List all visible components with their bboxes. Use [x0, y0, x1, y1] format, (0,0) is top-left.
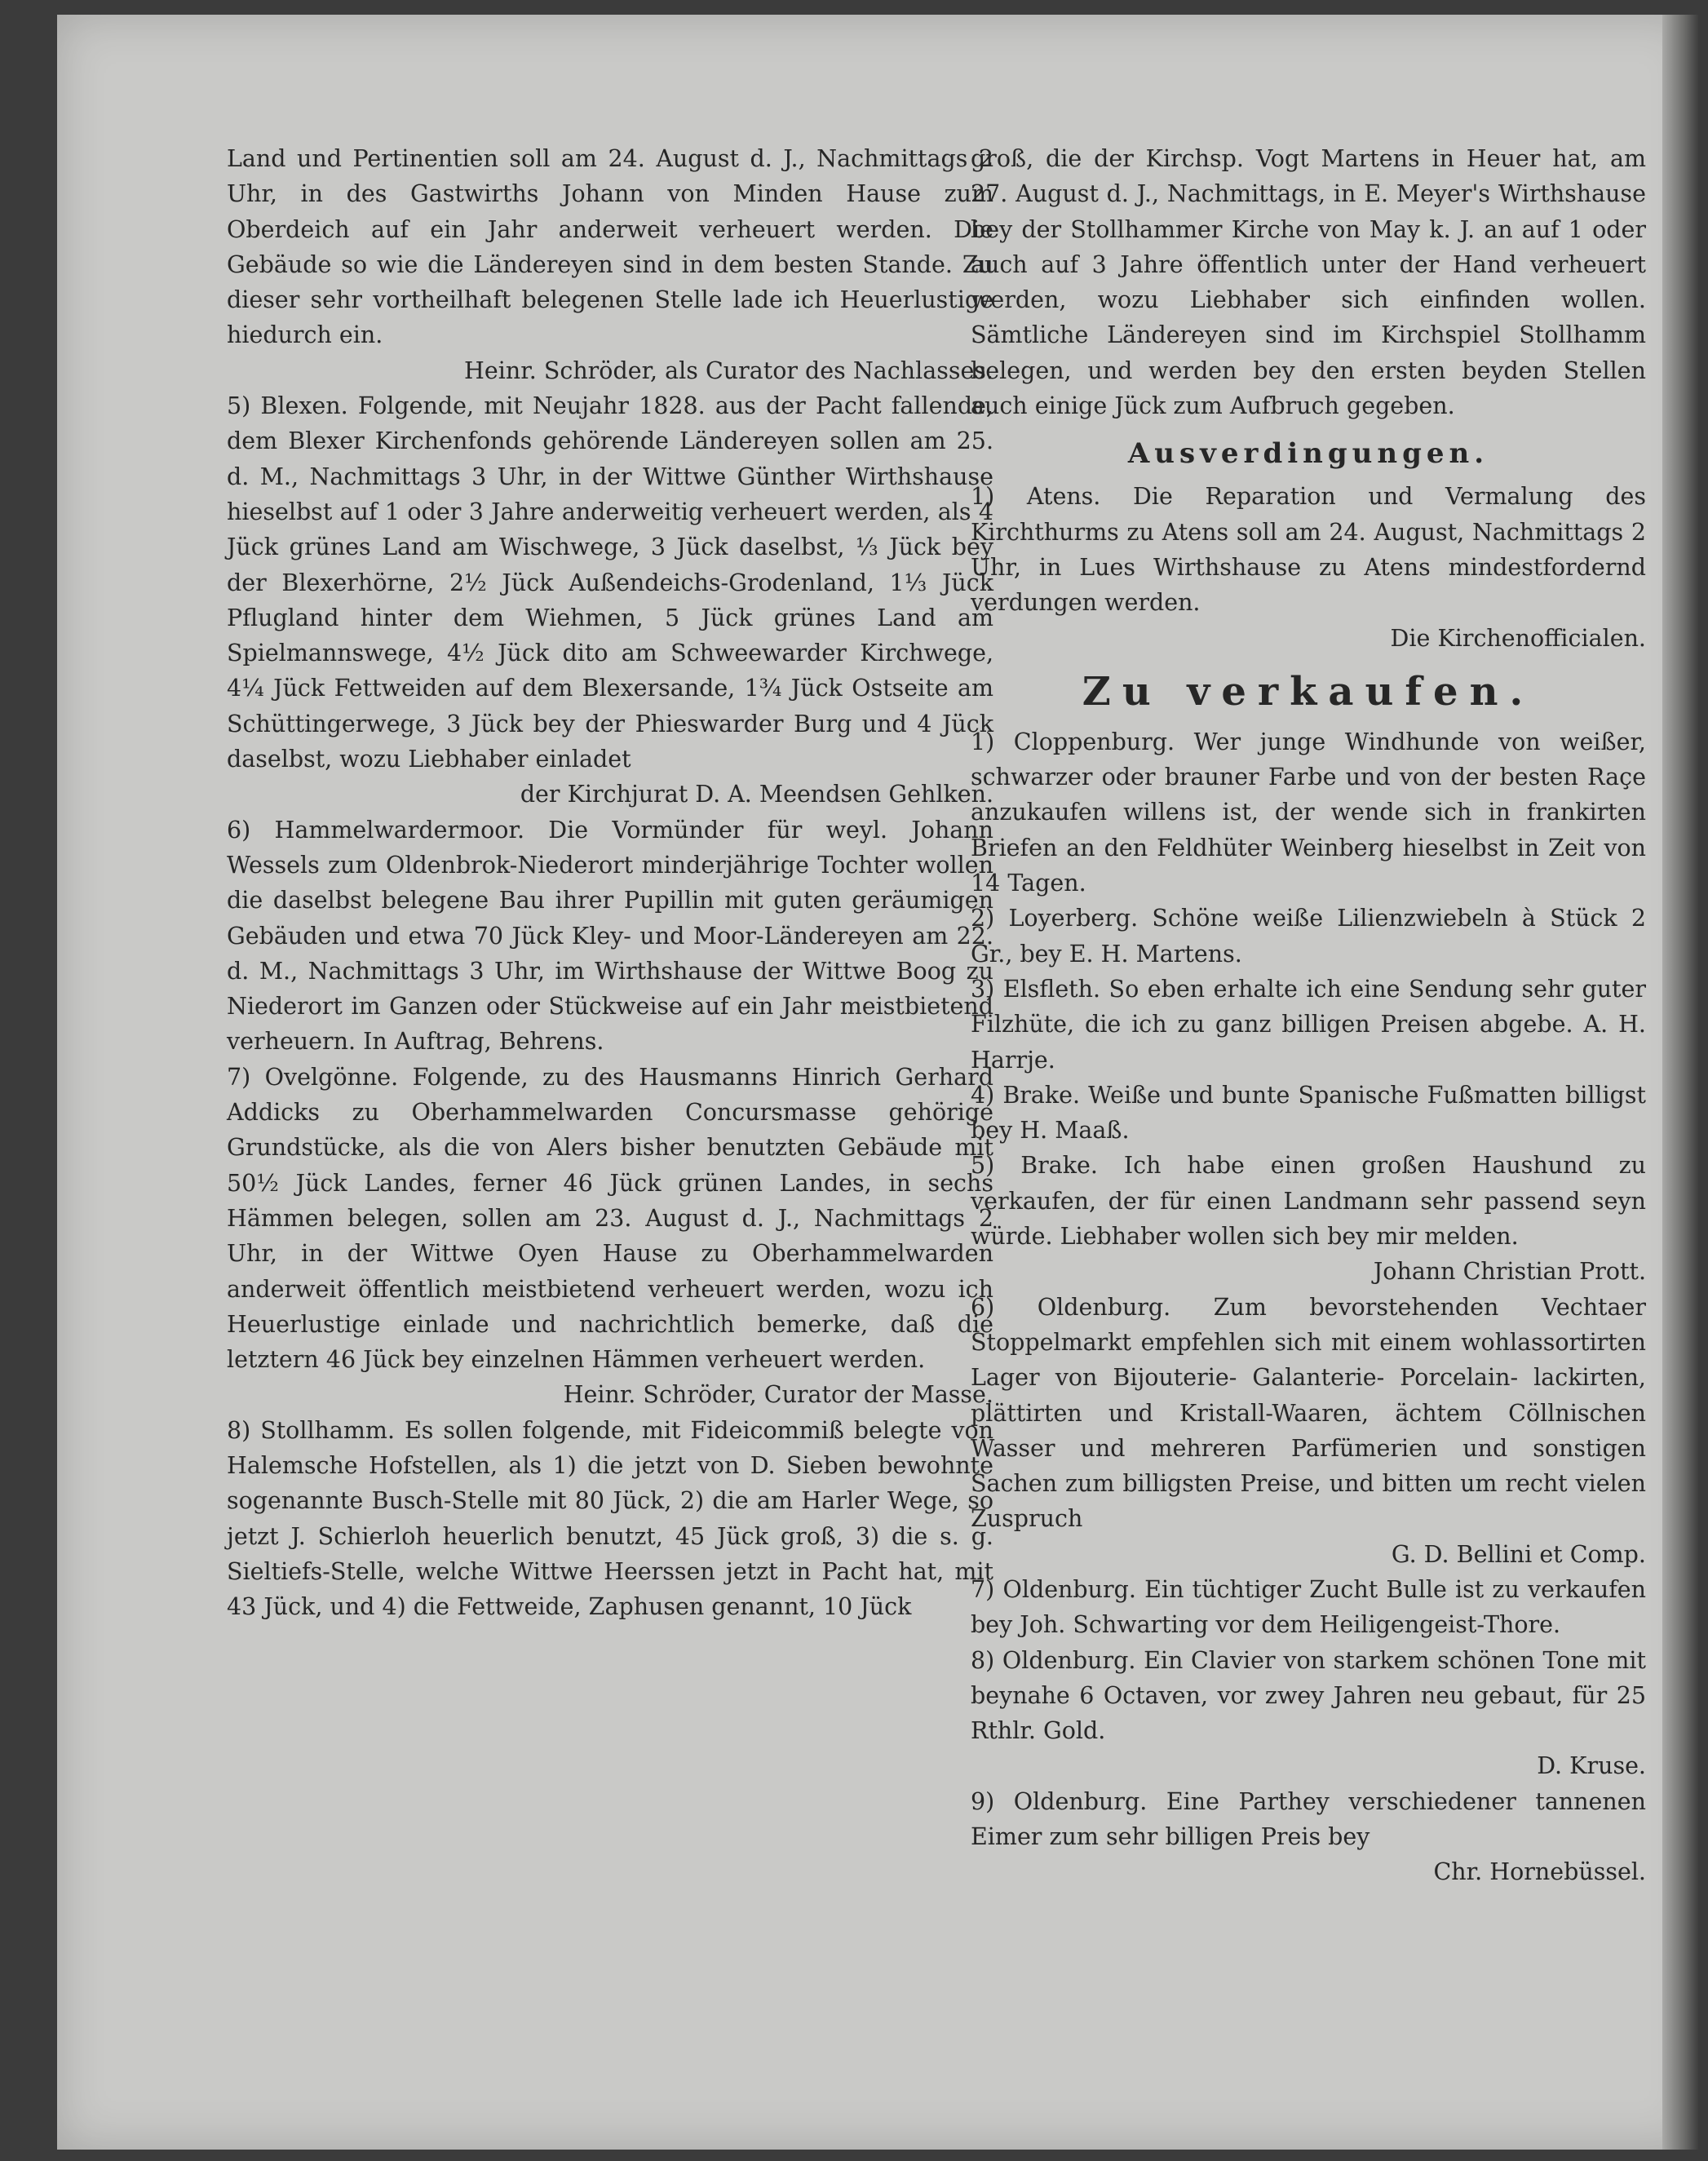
signature: Chr. Hornebüssel.	[1433, 1858, 1646, 1886]
sale-notice: 1) Cloppenburg. Wer junge Windhunde von weißer, schwarzer oder brauner Farbe und von der besten Raçe anzukaufen willens ist, der wende sich in frankirten Briefen an den Feldhüter Weinberg hieselbst in Zeit von 14 Tagen.	[971, 728, 1646, 897]
sale-notice: 7) Oldenburg. Ein tüchtiger Zucht Bulle ist zu verkaufen bey Joh. Schwarting vor dem Heiligengeist-Thore.	[971, 1575, 1646, 1639]
section-heading-ausverdingungen: Ausverdingungen.	[1127, 437, 1489, 471]
sale-notice: 8) Oldenburg. Ein Clavier von starkem schönen Tone mit beynahe 6 Octaven, vor zwey Jahren neu gebaut, für 25 Rthlr. Gold.	[971, 1646, 1646, 1745]
sale-notice: 2) Loyerberg. Schöne weiße Lilienzwiebeln à Stück 2 Gr., bey E. H. Martens.	[971, 905, 1646, 968]
sale-notice: 5) Brake. Ich habe einen großen Haushund zu verkaufen, der für einen Landmann sehr passend seyn würde. Liebhaber wollen sich bey mir melden.	[971, 1152, 1646, 1251]
notice-paragraph: 8) Stollhamm. Es sollen folgende, mit Fideicommiß belegte von Halemsche Hofstellen, als 1) die jetzt von D. Sieben bewohnte sogenannte Busch-Stelle mit 80 Jück, 2) die am Harler Wege, so jetzt J. Schierloh heuerlich benutzt, 45 Jück groß, 3) die s. g. Sieltiefs-Stelle, welche Wittwe Heerssen jetzt in Pacht hat, mit 43 Jück, und 4) die Fettweide, Zaphusen genannt, 10 Jück	[227, 1416, 993, 1621]
signature: G. D. Bellini et Comp.	[1391, 1540, 1646, 1568]
right-column	[971, 141, 1646, 1890]
signature: Johann Christian Prott.	[1373, 1258, 1646, 1286]
signature: der Kirchjurat D. A. Meendsen Gehlken.	[520, 781, 993, 808]
page-spine-shadow	[1662, 15, 1698, 2150]
notice-paragraph: groß, die der Kirchsp. Vogt Martens in Heuer hat, am 27. August d. J., Nachmittags, in E. Meyer's Wirthshause bey der Stollhammer Kirche von May k. J. an auf 1 oder auch auf 3 Jahre öffentlich unter der Hand verheuert werden, wozu Liebhaber sich einfinden wollen. Sämtliche Ländereyen sind im Kirchspiel Stollhamm belegen, und werden bey den ersten beyden Stellen auch einige Jück zum Aufbruch gegeben.	[971, 145, 1646, 420]
signature: Heinr. Schröder, als Curator des Nachlasses.	[464, 356, 993, 384]
notice-paragraph: 6) Hammelwardermoor. Die Vormünder für weyl. Johann Wessels zum Oldenbrok-Niederort minderjährige Tochter wollen die daselbst belegene Bau ihrer Pupillin mit guten geräumigen Gebäuden und etwa 70 Jück Kley- und Moor-Ländereyen am 22. d. M., Nachmittags 3 Uhr, im Wirthshause der Wittwe Boog zu Niederort im Ganzen oder Stückweise auf ein Jahr meistbietend verheuern. In Auftrag, Behrens.	[227, 816, 993, 1056]
section-heading-zu-verkaufen: Zu verkaufen.	[1082, 668, 1535, 715]
sale-notice: 4) Brake. Weiße und bunte Spanische Fußmatten billigst bey H. Maaß.	[971, 1081, 1646, 1145]
sale-notice: 6) Oldenburg. Zum bevorstehenden Vechtaer Stoppelmarkt empfehlen sich mit einem wohlassortirten Lager von Bijouterie- Galanterie- Porcelain- lackirten, plättirten und Kristall-Waaren, ächtem Cöllnischen Wasser und mehreren Parfümerien und sonstigen Sachen zum billigsten Preise, und bitten um recht vielen Zuspruch	[971, 1293, 1646, 1533]
sale-notice: 3) Elsfleth. So eben erhalte ich eine Sendung sehr guter Filzhüte, die ich zu ganz billigen Preisen abgebe. A. H. Harrje.	[971, 975, 1646, 1074]
newspaper-page	[57, 15, 1698, 2150]
notice-paragraph: 1) Atens. Die Reparation und Vermalung des Kirchthurms zu Atens soll am 24. August, Nachmittags 2 Uhr, in Lues Wirthshause zu Atens mindestfordernd verdungen werden.	[971, 483, 1646, 617]
signature: D. Kruse.	[1537, 1752, 1646, 1780]
signature: Heinr. Schröder, Curator der Masse.	[563, 1381, 993, 1409]
notice-paragraph: 7) Ovelgönne. Folgende, zu des Hausmanns Hinrich Gerhard Addicks zu Oberhammelwarden Concursmasse gehörige Grundstücke, als die von Alers bisher benutzten Gebäude mit 50½ Jück Landes, ferner 46 Jück grünen Landes, in sechs Hämmen belegen, sollen am 23. August d. J., Nachmittags 2 Uhr, in der Wittwe Oyen Hause zu Oberhammelwarden anderweit öffentlich meistbietend verheuert werden, wozu ich Heuerlustige einlade und nachrichtlich bemerke, daß die letztern 46 Jück bey einzelnen Hämmen verheuert werden.	[227, 1063, 993, 1374]
notice-paragraph: 5) Blexen. Folgende, mit Neujahr 1828. aus der Pacht fallende, dem Blexer Kirchenfonds gehörende Ländereyen sollen am 25. d. M., Nachmittags 3 Uhr, in der Wittwe Günther Wirthshause hieselbst auf 1 oder 3 Jahre anderweitig verheuert werden, als 4 Jück grünes Land am Wischwege, 3 Jück daselbst, ⅓ Jück bey der Blexerhörne, 2½ Jück Außendeichs-Grodenland, 1⅓ Jück Pflugland hinter dem Wiehmen, 5 Jück grünes Land am Spielmannswege, 4½ Jück dito am Schweewarder Kirchwege, 4¼ Jück Fettweiden auf dem Blexersande, 1¾ Jück Ostseite am Schüttingerwege, 3 Jück bey der Phieswarder Burg und 4 Jück daselbst, wozu Liebhaber einladet	[227, 392, 993, 773]
signature: Die Kirchenofficialen.	[1390, 624, 1646, 652]
left-column	[227, 141, 993, 1624]
sale-notice: 9) Oldenburg. Eine Parthey verschiedener tannenen Eimer zum sehr billigen Preis bey	[971, 1787, 1646, 1851]
notice-paragraph: Land und Pertinentien soll am 24. August d. J., Nachmittags 2 Uhr, in des Gastwirths Johann von Minden Hause zum Oberdeich auf ein Jahr anderweit verheuert werden. Die Gebäude so wie die Ländereyen sind in dem besten Stande. Zu dieser sehr vortheilhaft belegenen Stelle lade ich Heuerlustige hiedurch ein.	[227, 145, 993, 349]
